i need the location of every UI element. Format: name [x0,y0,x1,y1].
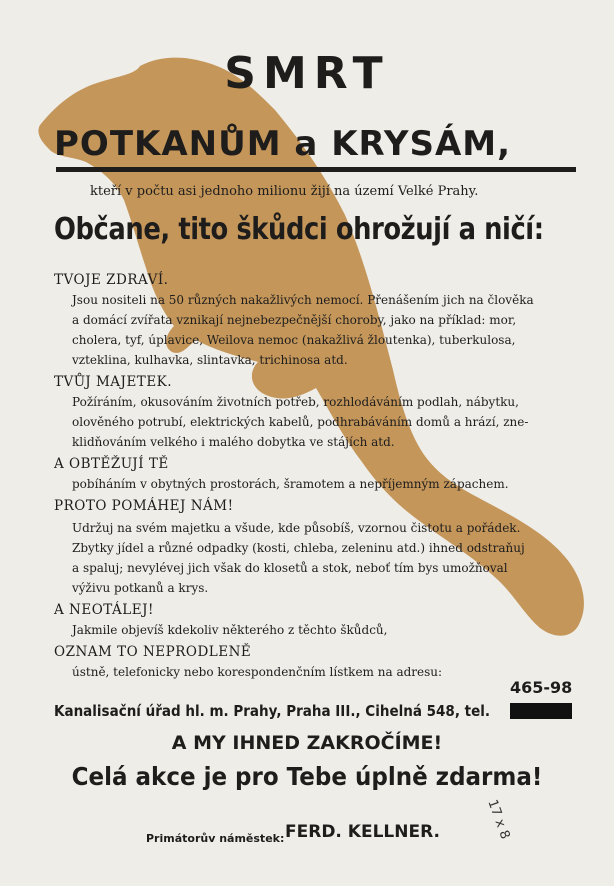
office-address: Kanalisační úřad hl. m. Prahy, Praha III., Cihelná 548, tel. [54,702,491,720]
section-property-line: olověného potrubí, elektrických kabelů, podhrabáváním domů a hrází, zne- [72,415,529,429]
section-health-line: vzteklina, kulhavka, slintavka, trichinosa atd. [72,353,348,367]
section-property-line: klidňováním velkého i malého dobytka ve stájích atd. [72,435,395,449]
title-underline-divider [56,167,576,172]
title-potkanum-krysam: POTKANŮM a KRYSÁM, [54,124,512,164]
free-of-charge-statement: Celá akce je pro Tebe úplně zdarma! [71,762,543,791]
action-statement: A MY IHNED ZAKROČÍME! [171,732,443,754]
section-help-heading: PROTO POMÁHEJ NÁM! [54,498,234,514]
section-health-line: Jsou nositeli na 50 různých nakažlivých nemocí. Přenášením jich na člověka [72,293,534,307]
section-property-line: Požíráním, okusováním životních potřeb, rozhlodáváním podlah, nábytku, [72,395,519,409]
section-report-heading: OZNAM TO NEPRODLENĚ [54,644,252,660]
signature-label: Primátorův náměstek: [146,832,285,845]
handwritten-note: 17 x 8 [484,797,513,842]
redacted-phone-block [510,703,572,719]
section-health-heading: TVOJE ZDRAVÍ. [54,272,169,288]
section-help-line: a spaluj; nevylévej jich však do klosetů a stok, neboť tím bys umožňoval [72,561,508,575]
section-delay-line: Jakmile objevíš kdekoliv některého z těchto škůdců, [72,623,388,637]
telephone-number: 465-98 [510,678,573,697]
section-help-line: výživu potkanů a krys. [72,581,209,595]
section-health-line: a domácí zvířata vznikají nejnebezpečnější choroby, jako na příklad: mor, [72,313,517,327]
section-property-heading: TVŮJ MAJETEK. [54,374,173,390]
section-delay-heading: A NEOTÁLEJ! [54,602,154,618]
section-health-line: cholera, tyf, úplavice, Weilova nemoc (nakažlivá žloutenka), tuberkulosa, [72,333,516,347]
intro-text: kteří v počtu asi jednoho milionu žijí na území Velké Prahy. [90,184,479,199]
signature-name: FERD. KELLNER. [285,822,440,842]
section-report-line: ústně, telefonicky nebo korespondenčním lístkem na adresu: [72,665,443,679]
call-heading: Občane, tito škůdci ohrožují a ničí: [54,212,544,247]
title-smrt: SMRT [224,48,390,99]
section-help-line: Zbytky jídel a různé odpadky (kosti, chleba, zeleninu atd.) ihned odstraňuj [72,541,525,555]
section-help-line: Udržuj na svém majetku a všude, kde působíš, vzornou čistotu a pořádek. [72,521,521,535]
section-nuisance-line: pobíháním v obytných prostorách, šramotem a nepříjemným zápachem. [72,477,509,491]
section-nuisance-heading: A OBTĚŽUJÍ TĚ [54,456,169,472]
